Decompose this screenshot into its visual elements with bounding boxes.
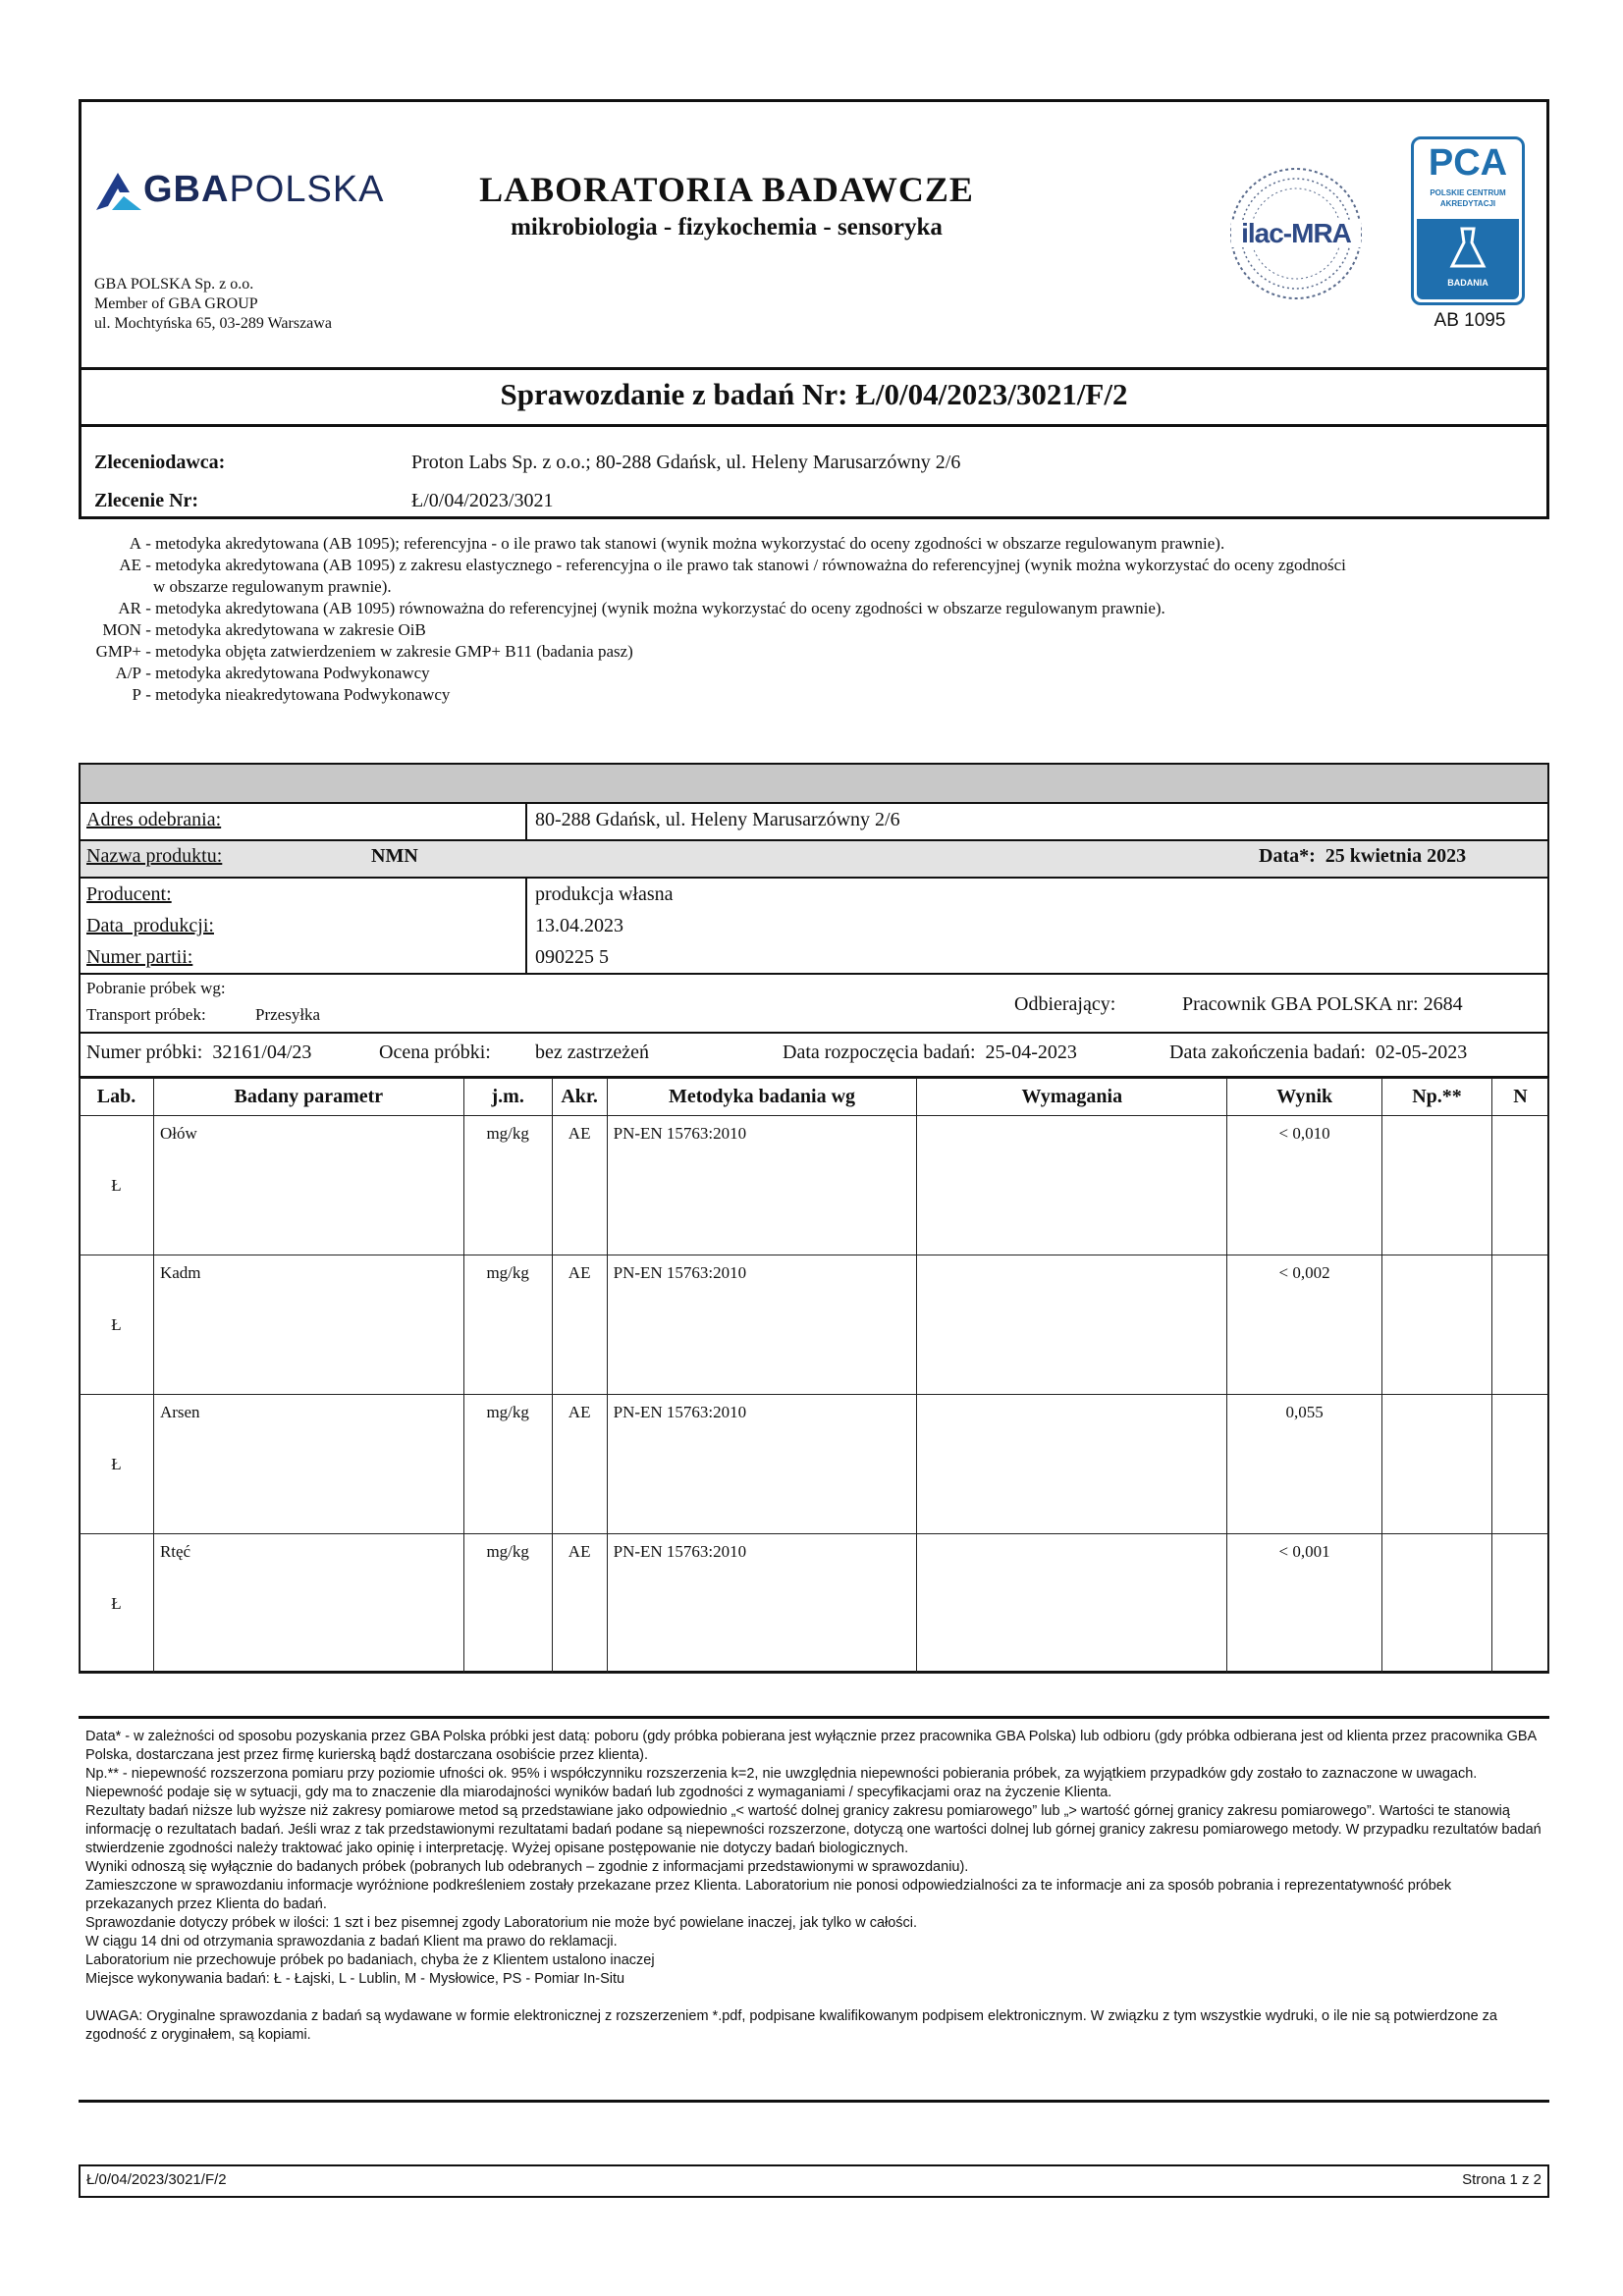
address-label: Adres odebrania:	[86, 809, 222, 830]
grey-band	[81, 765, 1547, 802]
footnote: Laboratorium nie przechowuje próbek po badaniach, chyba że z Klientem ustalono inaczej	[85, 1952, 655, 1968]
pca-logo	[1411, 136, 1529, 333]
divider	[79, 424, 1549, 427]
col-result: Wynik	[1227, 1079, 1382, 1116]
receiver-label: Odbierający:	[1014, 993, 1116, 1015]
table-row: Ł Arsen mg/kg AE PN-EN 15763:2010 0,055	[80, 1395, 1549, 1534]
pca-flask-icon	[1448, 227, 1488, 270]
company-line: ul. Mochtyńska 65, 03-289 Warszawa	[94, 315, 332, 332]
client-label: Zleceniodawca:	[94, 452, 226, 473]
table-row: Ł Ołów mg/kg AE PN-EN 15763:2010 < 0,010	[80, 1116, 1549, 1255]
logo-light: POLSKA	[229, 169, 385, 210]
table-row: Ł Rtęć mg/kg AE PN-EN 15763:2010 < 0,001	[80, 1534, 1549, 1674]
pca-text: PCA	[1428, 142, 1508, 184]
footnote: Data* - w zależności od sposobu pozyskania przez GBA Polska próbki jest datą: poboru (gdy próbka pobierana jest wyłącznie przez pracownika GBA Polska) lub odbioru (gdy próbka odbierana jest od klienta przez pracownika GBA Polska, dostarczana jest przez firmę kurierską bądź dostarczana osobiście przez klienta).	[85, 1729, 1537, 1763]
client-value: Proton Labs Sp. z o.o.; 80-288 Gdańsk, ul. Heleny Marusarzówny 2/6	[411, 452, 961, 473]
footnote: Rezultaty badań niższe lub wyższe niż zakresy pomiarowe metod są przedstawiane jako odpowiednio „< wartość dolnej granicy zakresu pomiarowego” lub „> wartość górnej granicy zakresu pomiarowego”. Wartości te stanowią informację o rezultatach badań. Jeśli wraz z tak przedstawionymi rezultatami badań podane są niepewności rozszerzone, dotyczą one wartości dolnej lub górnej granicy zakresu pomiarowego metody. W przypadku rezultatów badań stwierdzenie zgodności należy traktować jako opinię i interpretację. Wyżej opisane postępowanie nie dotyczy badań biologicznych.	[85, 1803, 1542, 1856]
sample-date: Data*: 25 kwietnia 2023	[1259, 845, 1467, 867]
footnote: Niepewność podaje się w sytuacji, gdy ma to znaczenie dla miarodajności wyników badań lub zgodności z wymaganiami / specyfikacjami oraz na życzenie Klienta.	[85, 1785, 1112, 1800]
divider	[79, 2100, 1549, 2103]
divider	[79, 1716, 1549, 1719]
receiver-value: Pracownik GBA POLSKA nr: 2684	[1182, 993, 1463, 1015]
pca-number: AB 1095	[1434, 310, 1506, 331]
footnote: Wyniki odnoszą się wyłącznie do badanych próbek (pobranych lub odebranych – zgodnie z informacjami przedstawionymi w sprawozdaniu).	[85, 1859, 969, 1875]
company-line: GBA POLSKA Sp. z o.o.	[94, 276, 254, 293]
gba-logo	[94, 165, 389, 224]
legend-item: w obszarze regulowanym prawnie).	[153, 577, 392, 596]
footer-frame	[79, 2164, 1549, 2198]
product-label: Nazwa produktu:	[86, 845, 223, 867]
legend-item: A - metodyka akredytowana (AB 1095); referencyjna - o ile prawo tak stanowi (wynik można wykorzystać do oceny zgodności w obszarze regulowanym prawnie).	[129, 534, 1225, 553]
sample-number: Numer próbki: 32161/04/23	[86, 1041, 312, 1063]
sample-assessment-label: Ocena próbki:	[379, 1041, 491, 1063]
order-label: Zlecenie Nr:	[94, 490, 199, 511]
footnote: Miejsce wykonywania badań: Ł - Łajski, L - Lublin, M - Mysłowice, PS - Pomiar In-Situ	[85, 1971, 625, 1987]
legend	[71, 533, 1543, 706]
legend-item: A/P - metodyka akredytowana Podwykonawcy	[115, 664, 430, 682]
divider	[79, 367, 1549, 370]
producer-label: Producent:	[86, 883, 172, 905]
start-date: Data rozpoczęcia badań: 25-04-2023	[783, 1041, 1077, 1063]
gba-logo-icon	[94, 171, 143, 212]
col-param: Badany parametr	[153, 1079, 463, 1116]
footnote: Np.** - niepewność rozszerzona pomiaru przy poziomie ufności ok. 95% i współczynniku rozszerzenia k=2, nie uwzględnia niepewności pobierania próbek, za wyjątkiem przypadków gdy zostało to zaznaczone w uwagach.	[85, 1766, 1478, 1782]
batch-value: 090225 5	[535, 946, 609, 968]
producer-value: produkcja własna	[535, 883, 674, 905]
sampling-label: Pobranie próbek wg:	[86, 979, 226, 997]
pca-subtitle: POLSKIE CENTRUM AKREDYTACJI	[1430, 188, 1506, 208]
prod-date-value: 13.04.2023	[535, 915, 623, 936]
product-value: NMN	[371, 845, 418, 867]
logo-bold: GBA	[143, 169, 230, 210]
address-value: 80-288 Gdańsk, ul. Heleny Marusarzówny 2/6	[535, 809, 900, 830]
col-lab: Lab.	[80, 1079, 154, 1116]
ilac-mra-logo	[1225, 163, 1367, 304]
prod-date-label: Data produkcji:	[86, 915, 214, 936]
legend-item: AE - metodyka akredytowana (AB 1095) z zakresu elastycznego - referencyjna o ile prawo tak stanowi / równoważna do referencyjnej (wynik można wykorzystać do oceny zgodności	[119, 556, 1346, 574]
report-title: Sprawozdanie z badań Nr: Ł/0/04/2023/3021/F/2	[500, 377, 1128, 411]
table-header-row	[80, 1079, 1549, 1116]
footnote: W ciągu 14 dni od otrzymania sprawozdania z badań Klient ma prawo do reklamacji.	[85, 1934, 618, 1949]
footnotes	[85, 1728, 1542, 2045]
footnote: Sprawozdanie dotyczy próbek w ilości: 1 szt i bez pisemnej zgody Laboratorium nie może być powielane inaczej, jak tylko w całości.	[85, 1915, 918, 1931]
col-akr: Akr.	[552, 1079, 607, 1116]
legend-item: GMP+ - metodyka objęta zatwierdzeniem w zakresie GMP+ B11 (badania pasz)	[95, 642, 633, 661]
transport-label: Transport próbek:	[86, 1005, 206, 1024]
legend-item: AR - metodyka akredytowana (AB 1095) równoważna do referencyjnej (wynik można wykorzystać do oceny zgodności w obszarze regulowanym prawnie).	[118, 599, 1165, 617]
legend-item: MON - metodyka akredytowana w zakresie OiB	[102, 620, 426, 639]
batch-label: Numer partii:	[86, 946, 193, 968]
company-line: Member of GBA GROUP	[94, 295, 258, 312]
legend-item: P - metodyka nieakredytowana Podwykonawcy	[132, 685, 451, 704]
col-req: Wymagania	[917, 1079, 1227, 1116]
footer-doc-id: Ł/0/04/2023/3021/F/2	[86, 2171, 227, 2188]
col-unit: j.m.	[463, 1079, 552, 1116]
col-method: Metodyka badania wg	[607, 1079, 917, 1116]
transport-value: Przesyłka	[255, 1005, 321, 1024]
lab-subtitle: mikrobiologia - fizykochemia - sensoryka	[511, 214, 943, 240]
col-np: Np.**	[1382, 1079, 1492, 1116]
company-address	[94, 275, 332, 334]
ilac-text: ilac-MRA	[1241, 218, 1351, 248]
footnote: Zamieszczone w sprawozdaniu informacje wyróżnione podkreśleniem zostały przekazane przez Klienta. Laboratorium nie ponosi odpowiedzialności za te informacje ani za sposób pobrania i reprezentatywność próbek przekazanych przez Klienta do badań.	[85, 1878, 1452, 1912]
table-row: Ł Kadm mg/kg AE PN-EN 15763:2010 < 0,002	[80, 1255, 1549, 1395]
results-table	[79, 1078, 1549, 1674]
lab-title: LABORATORIA BADAWCZE	[479, 170, 974, 209]
warning: UWAGA: Oryginalne sprawozdania z badań są wydawane w formie elektronicznej z rozszerzeniem *.pdf, podpisane kwalifikowanym podpisem elektronicznym. W związku z tym wszystkie wydruki, o ile nie są potwierdzone za zgodność z oryginałem, są kopiami.	[85, 2008, 1497, 2043]
sample-assessment-value: bez zastrzeżeń	[535, 1041, 650, 1063]
end-date: Data zakończenia badań: 02-05-2023	[1169, 1041, 1468, 1063]
order-value: Ł/0/04/2023/3021	[411, 490, 554, 511]
col-n: N	[1491, 1079, 1548, 1116]
pca-badania: BADANIA	[1447, 278, 1488, 288]
footer-page: Strona 1 z 2	[1462, 2171, 1542, 2188]
